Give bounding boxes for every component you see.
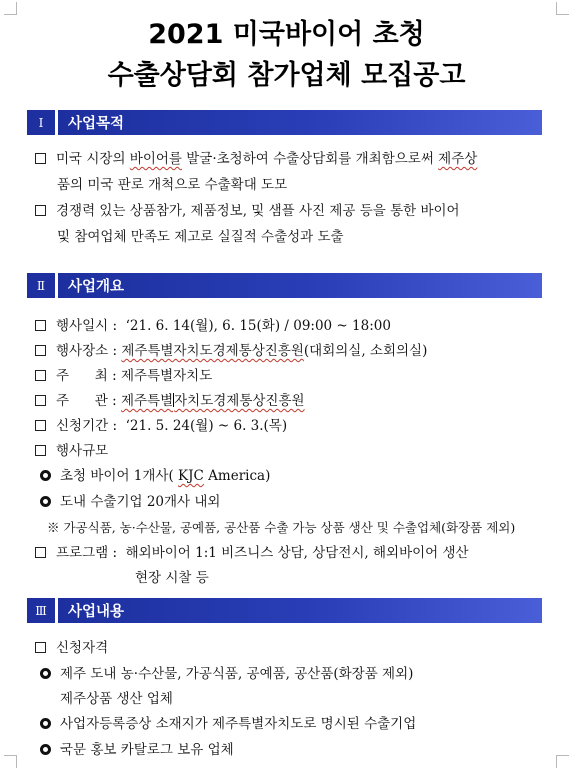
- square-bullet-icon: [35, 205, 46, 216]
- section-title: 사업목적: [58, 110, 542, 135]
- scale-item: 초청 바이어 1개사( KJC America): [40, 468, 270, 485]
- program-row: 프로그램 : 해외바이어 1:1 비즈니스 상담, 상담전시, 해외바이어 생산: [35, 545, 469, 562]
- square-bullet-icon: [35, 642, 46, 653]
- section-number: Ⅲ: [27, 598, 55, 623]
- square-bullet-icon: [35, 395, 46, 406]
- scale-item: 도내 수출기업 20개사 내외: [40, 494, 220, 511]
- circle-bullet-icon: [40, 718, 51, 729]
- eligibility-row: 신청자격: [35, 640, 108, 657]
- section-title: 사업내용: [58, 598, 542, 623]
- eligibility-item: 국문 홍보 카탈로그 보유 업체: [40, 742, 234, 759]
- document-title-line1: 2021 미국바이어 초청: [148, 19, 425, 50]
- square-bullet-icon: [35, 153, 46, 164]
- section-title: 사업개요: [58, 273, 542, 298]
- section-header-purpose: [27, 110, 542, 135]
- eligibility-item: 제주 도내 농·수산물, 가공식품, 공예품, 공산품(화장품 제외): [40, 666, 413, 683]
- list-item-continuation: 품의 미국 판로 개척으로 수출확대 도모: [57, 177, 288, 193]
- square-bullet-icon: [35, 370, 46, 381]
- eligibility-item-continuation: 제주상품 생산 업체: [60, 691, 173, 707]
- section-number: Ⅱ: [27, 273, 55, 298]
- square-bullet-icon: [35, 547, 46, 558]
- event-organizer-row: 주 관 : 제주특별자치도경제통상진흥원: [35, 393, 305, 410]
- scale-note: ※ 가공식품, 농·수산물, 공예품, 공산품 수출 가능 상품 생산 및 수출업체(화장품 제외): [47, 520, 516, 535]
- program-continuation: 현장 시찰 등: [135, 570, 209, 586]
- application-period-row: 신청기간 : ‘21. 5. 24(월) ~ 6. 3.(목): [35, 418, 287, 435]
- list-item: 경쟁력 있는 상품참가, 제품정보, 및 샘플 사진 제공 등을 통한 바이어: [35, 203, 460, 220]
- event-host-row: 주 최 : 제주특별자치도: [35, 368, 212, 385]
- circle-bullet-icon: [40, 470, 51, 481]
- circle-bullet-icon: [40, 668, 51, 679]
- eligibility-item: 사업자등록증상 소재지가 제주특별자치도로 명시된 수출기업: [40, 716, 416, 733]
- page-corner-mark: [556, 755, 569, 768]
- event-date-row: 행사일시 : ‘21. 6. 14(월), 6. 15(화) / 09:00 ~ 18:00: [35, 318, 391, 335]
- section-number: Ⅰ: [27, 110, 55, 135]
- event-scale-row: 행사규모: [35, 443, 108, 460]
- square-bullet-icon: [35, 320, 46, 331]
- list-item: 미국 시장의 바이어를 발굴·초청하여 수출상담회를 개최함으로써 제주상: [35, 151, 477, 168]
- section-header-overview: [27, 273, 542, 298]
- square-bullet-icon: [35, 345, 46, 356]
- document-title-line2: 수출상담회 참가업체 모집공고: [107, 60, 466, 91]
- event-venue-row: 행사장소 : 제주특별자치도경제통상진흥원(대회의실, 소회의실): [35, 343, 427, 360]
- list-item-continuation: 및 참여업체 만족도 제고로 실질적 수출성과 도출: [57, 229, 344, 245]
- square-bullet-icon: [35, 420, 46, 431]
- section-header-content: [27, 598, 542, 623]
- square-bullet-icon: [35, 445, 46, 456]
- circle-bullet-icon: [40, 744, 51, 755]
- page-corner-mark: [4, 755, 17, 768]
- circle-bullet-icon: [40, 496, 51, 507]
